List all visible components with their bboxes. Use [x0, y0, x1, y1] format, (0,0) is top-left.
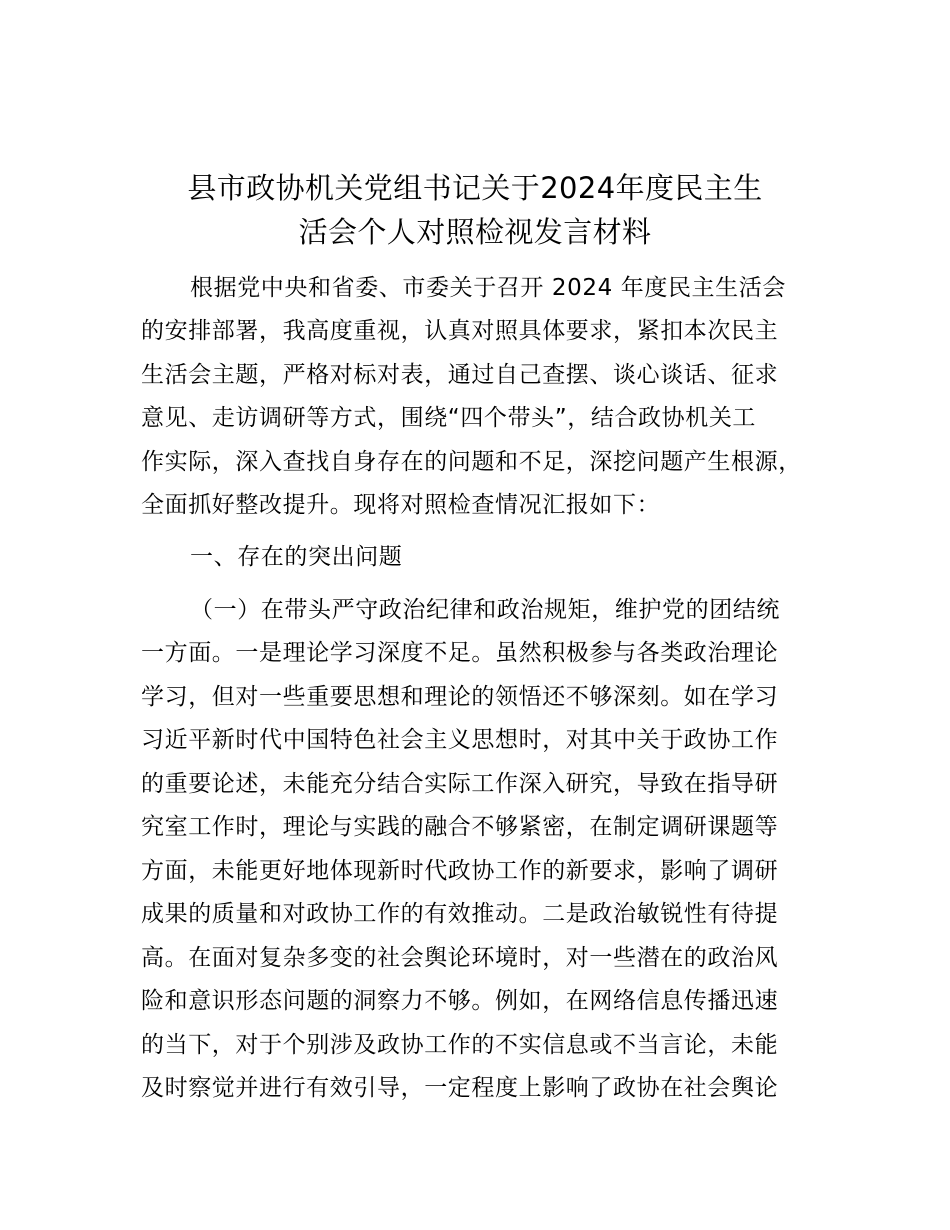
- paragraph-2-line-8: 成果的质量和对政协工作的有效推动。二是政治敏锐性有待提: [141, 901, 779, 927]
- paragraph-1-line-1: 根据党中央和省委、市委关于召开 2024 年度民主生活会: [190, 275, 786, 301]
- paragraph-1-line-5: 作实际，深入查找自身存在的问题和不足，深挖问题产生根源，: [141, 449, 802, 475]
- paragraph-2-line-3: 学习，但对一些重要思想和理论的领悟还不够深刻。如在学习: [141, 684, 779, 710]
- paragraph-2-line-9: 高。在面对复杂多变的社会舆论环境时，对一些潜在的政治风: [141, 945, 779, 971]
- paragraph-2-line-4: 习近平新时代中国特色社会主义思想时，对其中关于政协工作: [141, 727, 779, 753]
- document-title-line-1: 县市政协机关党组书记关于2024年度民主生: [187, 171, 763, 205]
- paragraph-2-line-2: 一方面。一是理论学习深度不足。虽然积极参与各类政治理论: [141, 640, 779, 666]
- document-title-line-2: 活会个人对照检视发言材料: [298, 215, 652, 249]
- paragraph-1-line-2: 的安排部署，我高度重视，认真对照具体要求，紧扣本次民主: [141, 318, 779, 344]
- paragraph-2-line-5: 的重要论述，未能充分结合实际工作深入研究，导致在指导研: [141, 771, 779, 797]
- section-heading: 一、存在的突出问题: [190, 544, 403, 570]
- paragraph-2-line-1: （一）在带头严守政治纪律和政治规矩，维护党的团结统: [190, 597, 780, 623]
- paragraph-2-line-10: 险和意识形态问题的洞察力不够。例如，在网络信息传播迅速: [141, 988, 779, 1014]
- paragraph-1-line-3: 生活会主题，严格对标对表，通过自己查摆、谈心谈话、征求: [141, 362, 779, 388]
- paragraph-1-line-6: 全面抓好整改提升。现将对照检查情况汇报如下：: [141, 492, 661, 518]
- paragraph-1-line-4: 意见、走访调研等方式，围绕“四个带头”，结合政协机关工: [141, 405, 757, 431]
- paragraph-2-line-12: 及时察觉并进行有效引导，一定程度上影响了政协在社会舆论: [141, 1075, 779, 1101]
- paragraph-2-line-7: 方面，未能更好地体现新时代政协工作的新要求，影响了调研: [141, 858, 779, 884]
- paragraph-2-line-11: 的当下，对于个别涉及政协工作的不实信息或不当言论，未能: [141, 1032, 779, 1058]
- paragraph-2-line-6: 究室工作时，理论与实践的融合不够紧密，在制定调研课题等: [141, 814, 779, 840]
